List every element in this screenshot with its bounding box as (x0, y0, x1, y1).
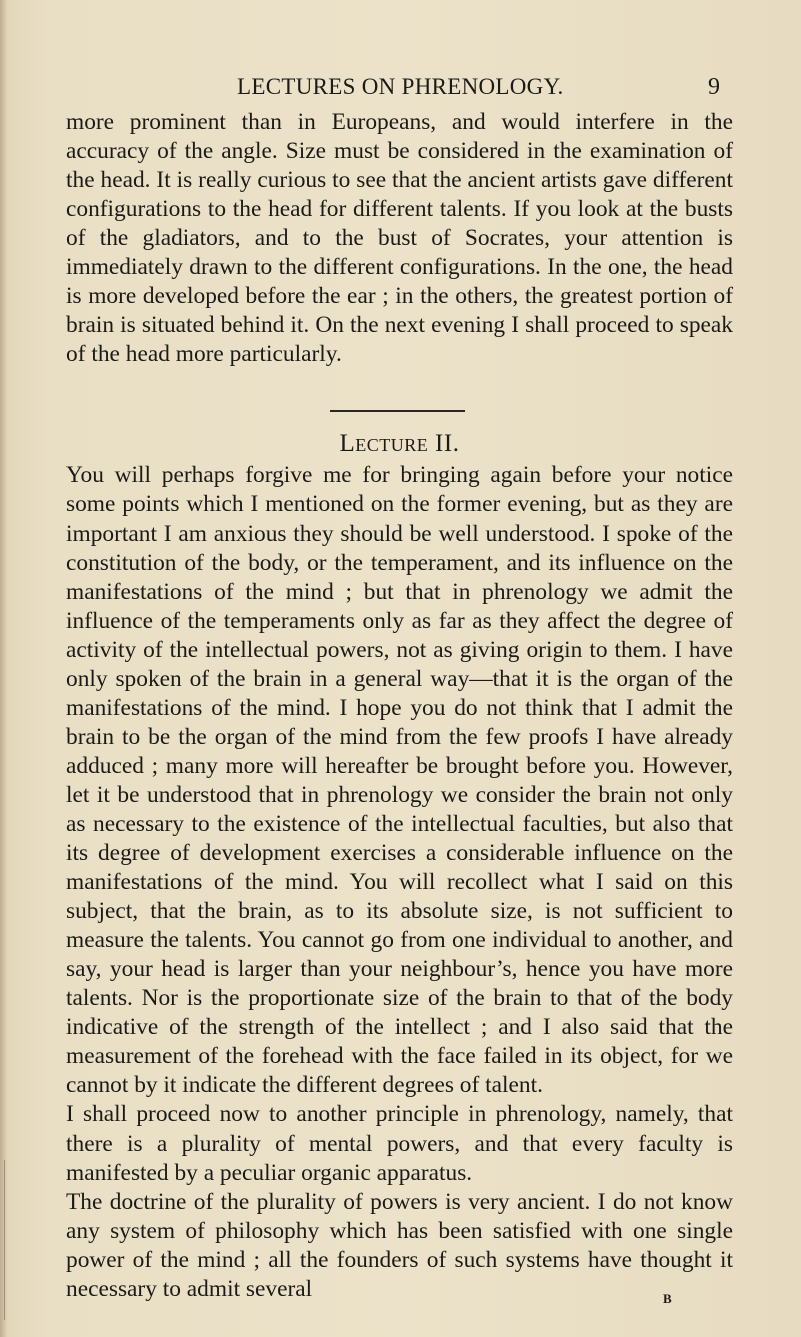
paragraph-continued: more prominent than in Europeans, and would interfere in the accuracy of the angle. Size must be considered in the examination of the head. It is really curious to see that the ancient artists gave different configurations to the head for different talents. If you look at the busts of the gladiators, and to the bust of Socrates, your attention is immediately drawn to the different configurations. In the one, the head is more developed before the ear ; in the others, the greatest portion of brain is situated behind it. On the next evening I shall proceed to speak of the head more particularly. (66, 109, 733, 368)
running-head (0, 72, 801, 102)
page-edge (4, 1160, 5, 1320)
signature-mark: B (663, 1291, 672, 1306)
paragraph-plurality-principle: I shall proceed now to another principle in phrenology, namely, that there is a plurality of mental powers, and that every faculty is manifested by a peculiar organic apparatus. (66, 1101, 733, 1186)
spine-shadow (0, 0, 8, 1337)
paragraph-lecture-opening: You will perhaps forgive me for bringing again before your notice some points which I mentioned on the former evening, but as they are important I am anxious they should be well understood. I spoke of the constitution of the body, or the temperament, and its influence on the manifestations of the mind ; but that in phrenology we admit the influence of the temperaments only as far as they affect the degree of activity of the intellectual powers, not as giving origin to them. I have only spoken of the brain in a general way—that it is the organ of the manifestations of the mind. I hope you do not think that I admit the brain to be the organ of the mind from the few proofs I have already adduced ; many more will hereafter be brought before you. However, let it be understood that in phrenology we consider the brain not only as necessary to the existence of the intellectual faculties, but also that its degree of development exercises a considerable influence on the manifestations of the mind. You will recollect what I said on this subject, that the brain, as to its absolute size, is not sufficient to measure the talents. You cannot go from one individual to another, and say, your head is larger than your neighbour’s, hence you have more talents. Nor is the proportionate size of the brain to that of the body indicative of the strength of the intellect ; and I also said that the measurement of the forehead with the face failed in its object, for we cannot by it indicate the different degrees of talent. (66, 462, 733, 1099)
lecture-heading: Lecture II. (339, 430, 460, 458)
body-text (66, 108, 733, 1304)
page-number: 9 (708, 74, 720, 100)
section-rule (330, 410, 465, 412)
running-title: LECTURES ON PHRENOLOGY. (237, 74, 564, 99)
paragraph-plurality-doctrine: The doctrine of the plurality of powers is very ancient. I do not know any system of philosophy which has been satisfied with one single power of the mind ; all the founders of such systems have thought it necessary to admit several (66, 1188, 733, 1302)
